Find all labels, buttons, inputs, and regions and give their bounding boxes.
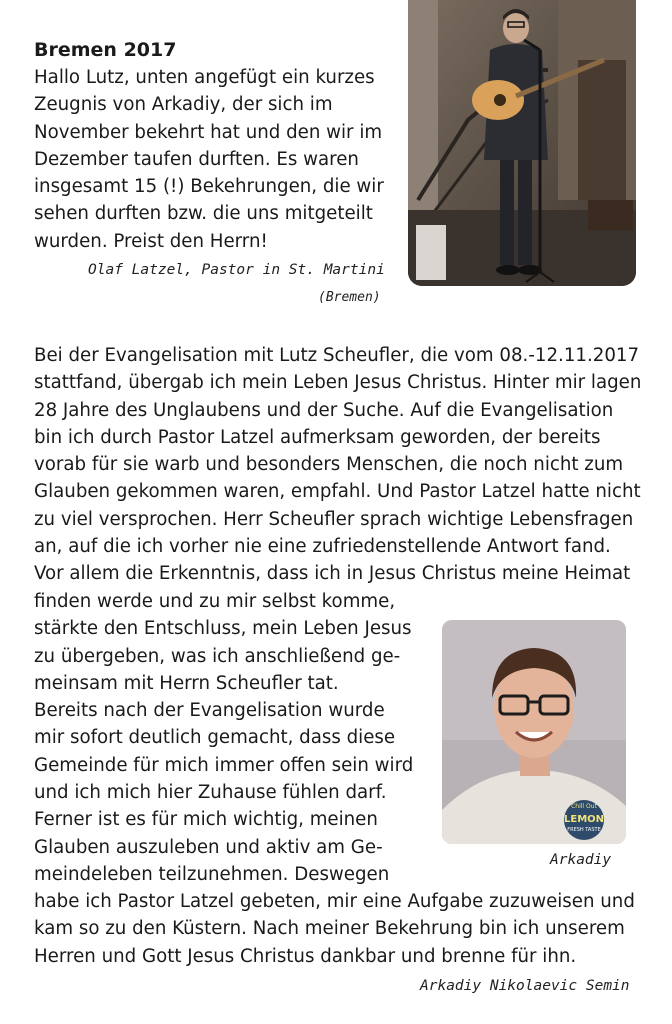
intro-line: insgesamt 15 (!) Bekehrungen, die wir [34,176,384,198]
testimony-line: mir sofort deutlich gemacht, dass diese [34,727,396,749]
shirt-logo-main: LEMON [563,814,605,825]
testimony-line: finden werde und zu mir selbst komme, [34,591,396,612]
testimony-line: kam so zu den Küstern. Nach meiner Bekehrung bin ich unserem [34,918,625,940]
testimony-line: Herren und Gott Jesus Christus dankbar und brenne für ihn. [34,945,577,967]
testimony-line: habe ich Pastor Latzel gebeten, mir eine Aufgabe zuzuweisen und [34,891,635,912]
intro-line: Zeugnis von Arkadiy, der sich im [34,94,333,116]
testimony-line: Glauben gekommen waren, empfahl. Und Pastor Latzel hatte nicht [34,481,641,503]
intro-line: November bekehrt hat und den wir im [34,121,383,143]
intro-line: sehen durften bzw. die uns mitgeteilt [34,203,373,225]
testimony-line: an, auf die ich vorher nie eine zufriedenstellende Antwort fand. [34,536,611,558]
testimony-line: Bereits nach der Evangelisation wurde [34,700,385,722]
arkadiy-signature: Arkadiy Nikolaevic Semin [420,978,630,994]
concert-photo [408,0,636,286]
testimony-line: stattfand, übergab ich mein Leben Jesus Christus. Hinter mir lagen [34,372,642,394]
testimony-line: zu viel versprochen. Herr Scheufler sprach wichtige Lebensfragen [34,508,634,530]
testimony-line: Gemeinde für mich immer offen sein wird [34,754,414,776]
testimony-paragraph-wide [34,342,641,588]
testimony-line: meinsam mit Herrn Scheufler tat. [34,672,339,694]
testimony-paragraph-narrow [34,588,413,888]
shirt-logo-sub: FRESH TASTE [567,827,601,833]
testimony-line: 28 Jahre des Unglaubens und der Suche. Auf die Evangelisation [34,399,614,421]
testimony-line: zu übergeben, was ich anschließend ge- [34,645,401,667]
intro-heading: Bremen 2017 [34,39,177,61]
testimony-line: Bei der Evangelisation mit Lutz Scheufler, die vom 08.-12.11.2017 [34,345,640,366]
testimony-line: stärkte den Entschluss, mein Leben Jesus [34,618,412,640]
intro-line: Hallo Lutz, unten angefügt ein kurzes [34,67,375,88]
testimony-line: Glauben auszuleben und aktiv am Ge- [34,836,383,858]
pastor-signature: Olaf Latzel, Pastor in St. Martini [88,262,385,278]
testimony-line: vorab für sie warb und besonders Menschen, die noch nicht zum [34,454,624,476]
pastor-signature-location: (Bremen) [318,290,381,305]
testimony-line: und ich mich hier Zuhause fühlen darf. [34,782,387,804]
shirt-logo-top: Chill Out [571,803,597,810]
intro-paragraph [34,64,384,255]
portrait-photo [442,620,626,844]
intro-line: wurden. Preist den Herrn! [34,230,268,252]
portrait-caption: Arkadiy [550,852,612,868]
testimony-paragraph-end [34,888,635,970]
testimony-line: Ferner ist es für mich wichtig, meinen [34,809,378,831]
testimony-line: meindeleben teilzunehmen. Deswegen [34,863,390,885]
testimony-line: Vor allem die Erkenntnis, dass ich in Jesus Christus meine Heimat [34,563,631,585]
intro-line: Dezember taufen durften. Es waren [34,148,359,170]
testimony-line: bin ich durch Pastor Latzel aufmerksam geworden, der bereits [34,426,601,448]
